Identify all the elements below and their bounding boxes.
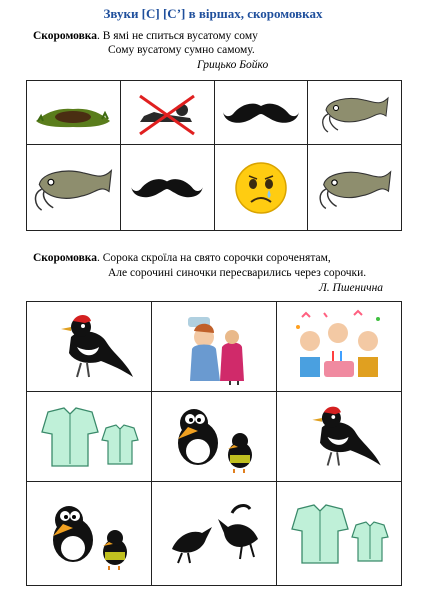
page-title: Звуки [С] [С’] в віршах, скоромовках [103,6,323,21]
birthday-party-icon [294,307,384,387]
catfish-picture [308,145,402,231]
not-sleeping-picture [120,81,214,145]
arguing-birds-icon [162,499,266,569]
catfish-picture [308,81,402,145]
tongue-twister-2-line-2: Але сорочині синочки пересварились через сорочки. [108,267,367,279]
tongue-twister-2-line-1: Скоромовка. Сорока скроїла на свято сорочки сороченятам, [33,252,331,264]
catfish-picture [27,145,121,231]
mustache-icon [129,172,205,204]
tongue-twister-1-line-2: Сому вусатому сумно самому. [108,44,255,56]
pit-icon [32,93,114,133]
mustache-picture [120,145,214,231]
tongue-twister-1-line-1: Скоромовка. В ямі не спиться вусатому сому [33,30,258,42]
mustache-icon [221,96,301,130]
magpie-family-picture [27,482,152,586]
shirts-picture [27,392,152,482]
tongue-twister-1-label: Скоромовка [33,30,98,42]
catfish-icon [30,158,116,218]
magpie-picture [277,392,402,482]
magpie-icon [41,307,137,387]
sad-face-picture [214,145,308,231]
tongue-twister-1-author: Грицько Бойко [197,59,269,71]
magpie-icon [291,399,387,475]
tongue-twister-2-label: Скоромовка [33,252,98,264]
picture-grid-1 [26,80,402,231]
sleeping-person-crossed-icon [132,88,202,138]
pit-picture [27,81,121,145]
arguing-birds-picture [152,482,277,586]
picture-grid-2 [26,301,402,586]
shirts-icon [34,402,144,472]
tongue-twister-2-author: Л. Пшенична [319,282,384,294]
catfish-icon [318,88,392,138]
magpie-family-picture [152,392,277,482]
tailor-picture [152,302,277,392]
mustache-picture [214,81,308,145]
shirts-icon [284,499,394,569]
catfish-icon [315,161,395,215]
shirts-picture [277,482,402,586]
magpie-picture [27,302,152,392]
magpie-family-icon [39,496,139,572]
holiday-picture [277,302,402,392]
sad-face-icon [233,160,289,216]
magpie-family-icon [164,399,264,475]
tailor-icon [174,307,254,387]
